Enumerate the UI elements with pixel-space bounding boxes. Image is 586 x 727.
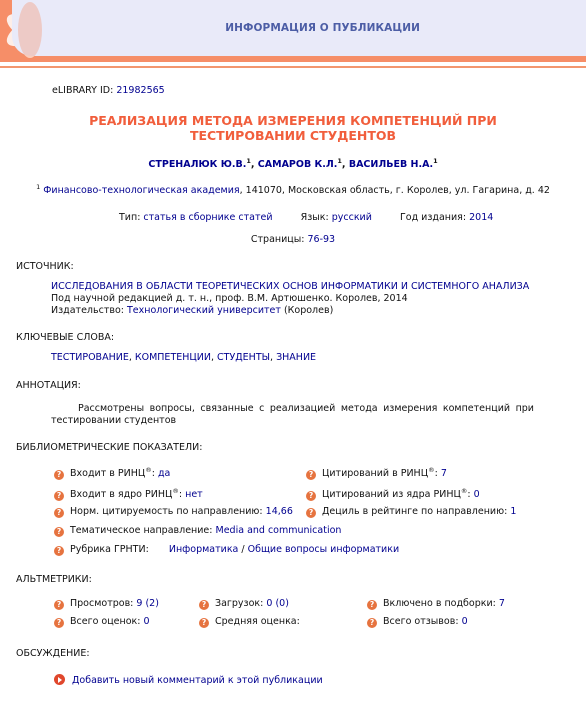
views-value[interactable]: 9 (2)	[136, 598, 159, 609]
help-icon[interactable]: ?	[54, 527, 64, 537]
ratings-label: Всего оценок:	[70, 616, 141, 627]
direction-value[interactable]: Media and communication	[215, 525, 342, 536]
reg-mark: ®	[145, 466, 152, 474]
ratings-row	[54, 616, 150, 628]
publisher-city: (Королев)	[283, 305, 334, 316]
author-link-2[interactable]: САМАРОВ К.Л.	[257, 159, 338, 170]
help-icon[interactable]: ?	[306, 470, 316, 480]
year-value[interactable]: 2014	[469, 212, 494, 223]
elibrary-id-value[interactable]: 21982565	[116, 85, 165, 96]
add-comment-link[interactable]: Добавить новый комментарий к этой публикации	[72, 675, 323, 686]
help-icon[interactable]: ?	[54, 600, 64, 610]
header-divider	[0, 66, 586, 68]
decile-row	[306, 506, 516, 518]
avg-rating-row	[199, 616, 300, 628]
cit-core-value[interactable]: 0	[473, 489, 480, 500]
pages-label: Страницы:	[250, 234, 305, 245]
grnti-separator: /	[238, 544, 248, 555]
help-icon[interactable]: ?	[306, 491, 316, 501]
author-sup-3: 1	[433, 157, 438, 165]
cit-core-label: Цитирований из ядра РИНЦ	[322, 489, 461, 500]
in-core-value[interactable]: нет	[185, 489, 203, 500]
keywords-list: ТЕСТИРОВАНИЕ, КОМПЕТЕНЦИИ, СТУДЕНТЫ, ЗНАНИЕ	[51, 352, 317, 363]
source-title-link[interactable]	[51, 281, 529, 292]
source-title[interactable]: ИССЛЕДОВАНИЯ В ОБЛАСТИ ТЕОРЕТИЧЕСКИХ ОСНОВ ИНФОРМАТИКИ И СИСТЕМНОГО АНАЛИЗА	[51, 281, 530, 292]
reviews-row	[367, 616, 468, 628]
affiliation-org-link[interactable]: Финансово-технологическая академия	[43, 185, 240, 196]
source-editor: Под научной редакцией д. т. н., проф. В.М. Артюшенко. Королев, 2014	[51, 293, 408, 304]
elibrary-id-row	[52, 85, 165, 96]
cit-rinc-value[interactable]: 7	[440, 468, 447, 479]
collections-label: Включено в подборки:	[383, 598, 496, 609]
keywords-heading: КЛЮЧЕВЫЕ СЛОВА:	[16, 332, 115, 343]
flower-overlay-icon	[0, 0, 140, 60]
cit-rinc-label: Цитирований в РИНЦ	[322, 468, 429, 479]
help-icon[interactable]: ?	[54, 508, 64, 518]
add-comment-row	[54, 674, 323, 686]
author-link-1[interactable]: СТРЕНАЛЮК Ю.В.	[148, 159, 247, 170]
cit-rinc-row: ? Цитирований в РИНЦ®: 7	[306, 466, 447, 480]
reg-mark: ®	[460, 487, 468, 495]
norm-cit-row	[54, 506, 293, 518]
pages-row	[0, 234, 586, 245]
biblio-heading: БИБЛИОМЕТРИЧЕСКИЕ ПОКАЗАТЕЛИ:	[16, 442, 203, 453]
in-rinc-row: ? Входит в РИНЦ®: да	[54, 466, 170, 480]
help-icon[interactable]: ?	[54, 470, 64, 480]
grnti-row	[54, 544, 399, 556]
keyword-link[interactable]: ЗНАНИЕ	[276, 352, 317, 363]
pages-value[interactable]: 76-93	[307, 234, 336, 245]
affiliation-address: , 141070, Московская область, г. Королев, ул. Гагарина, д. 42	[239, 185, 550, 196]
downloads-value[interactable]: 0 (0)	[266, 598, 289, 609]
reviews-label: Всего отзывов:	[383, 616, 459, 627]
year-label: Год издания:	[399, 212, 467, 223]
downloads-label: Загрузок:	[215, 598, 264, 609]
ratings-value[interactable]: 0	[143, 616, 150, 627]
grnti-value-2[interactable]: Общие вопросы информатики	[247, 544, 400, 555]
views-label: Просмотров:	[70, 598, 134, 609]
language-label: Язык:	[300, 212, 329, 223]
publisher-link[interactable]: Технологический университет	[127, 305, 281, 316]
page-header	[0, 0, 586, 62]
play-icon[interactable]	[54, 674, 65, 685]
publisher-label: Издательство:	[51, 305, 124, 316]
authors-row: СТРЕНАЛЮК Ю.В.$^1$, САМАРОВ К.Л.$^1$, ВАСИЛЬЕВ Н.А.$^1$	[148, 157, 438, 170]
decile-value[interactable]: 1	[510, 506, 517, 517]
language-value[interactable]: русский	[331, 212, 372, 223]
collections-row	[367, 598, 505, 610]
reg-mark: ®	[428, 466, 435, 474]
elibrary-id-label: eLIBRARY ID:	[52, 85, 114, 96]
in-rinc-label: Входит в РИНЦ	[70, 468, 146, 479]
help-icon[interactable]: ?	[54, 618, 64, 628]
downloads-row	[199, 598, 289, 610]
collections-value[interactable]: 7	[498, 598, 505, 609]
in-rinc-value[interactable]: да	[157, 468, 171, 479]
meta-row	[119, 212, 493, 223]
help-icon[interactable]: ?	[54, 491, 64, 501]
help-icon[interactable]: ?	[367, 618, 377, 628]
abstract-heading: АННОТАЦИЯ:	[16, 380, 81, 391]
norm-cit-value[interactable]: 14,66	[265, 506, 293, 517]
abstract-text: Рассмотрены вопросы, связанные с реализацией метода измерения компетенций при тестировании студентов	[51, 403, 534, 426]
avg-rating-label: Средняя оценка:	[215, 616, 300, 627]
help-icon[interactable]: ?	[199, 600, 209, 610]
author-link-3[interactable]: ВАСИЛЬЕВ Н.А.	[348, 159, 434, 170]
header-title: ИНФОРМАЦИЯ О ПУБЛИКАЦИИ	[225, 22, 420, 34]
direction-label: Тематическое направление:	[70, 525, 213, 536]
source-heading: ИСТОЧНИК:	[16, 261, 74, 272]
author-sup-1: 1	[246, 157, 251, 165]
keyword-link[interactable]: ТЕСТИРОВАНИЕ	[51, 352, 129, 363]
author-sup-2: 1	[337, 157, 342, 165]
views-row	[54, 598, 159, 610]
publisher-row	[51, 305, 333, 316]
in-core-label: Входит в ядро РИНЦ	[70, 489, 173, 500]
reviews-value[interactable]: 0	[461, 616, 468, 627]
help-icon[interactable]: ?	[367, 600, 377, 610]
keyword-link[interactable]: КОМПЕТЕНЦИИ	[134, 352, 211, 363]
in-core-row: ? Входит в ядро РИНЦ®: нет	[54, 487, 203, 501]
reg-mark: ®	[172, 487, 179, 495]
affiliation-sup: 1	[36, 183, 41, 191]
type-label: Тип:	[119, 212, 141, 223]
cit-core-row: ? Цитирований из ядра РИНЦ®: 0	[306, 487, 480, 501]
norm-cit-label: Норм. цитируемость по направлению:	[70, 506, 263, 517]
keyword-link[interactable]: СТУДЕНТЫ	[217, 352, 271, 363]
help-icon[interactable]: ?	[54, 546, 64, 556]
affiliation-row	[0, 183, 586, 196]
decile-label: Дециль в рейтинге по направлению:	[322, 506, 508, 517]
direction-row	[54, 525, 341, 537]
altmetrics-heading: АЛЬТМЕТРИКИ:	[16, 574, 92, 585]
help-icon[interactable]: ?	[306, 508, 316, 518]
type-value[interactable]: статья в сборнике статей	[143, 212, 273, 223]
publication-title: РЕАЛИЗАЦИЯ МЕТОДА ИЗМЕРЕНИЯ КОМПЕТЕНЦИЙ ПРИ ТЕСТИРОВАНИИ СТУДЕНТОВ	[89, 113, 497, 143]
help-icon[interactable]: ?	[199, 618, 209, 628]
discussion-heading: ОБСУЖДЕНИЕ:	[16, 648, 90, 659]
grnti-label: Рубрика ГРНТИ:	[70, 544, 149, 555]
grnti-value-1[interactable]: Информатика	[168, 544, 239, 555]
